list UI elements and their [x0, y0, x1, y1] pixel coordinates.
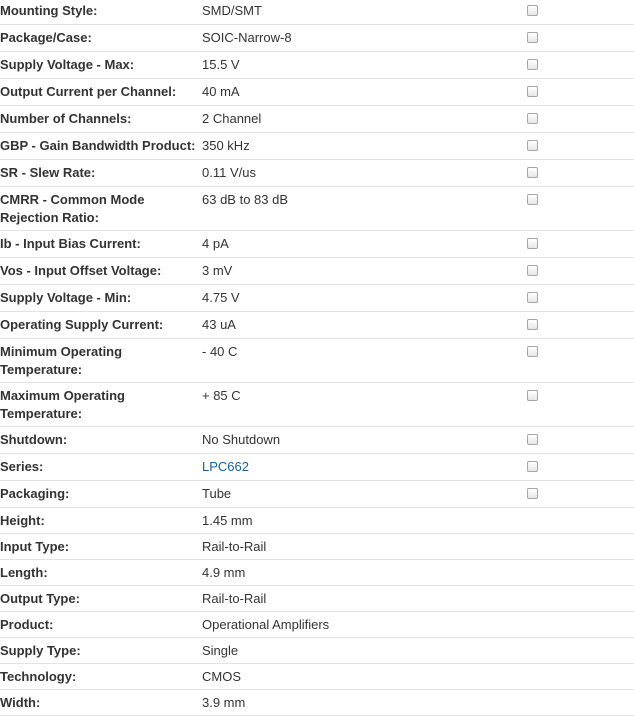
spec-row [0, 285, 634, 312]
spec-label: Supply Voltage - Min: [0, 285, 202, 312]
spec-row [0, 231, 634, 258]
spec-checkbox-cell [527, 187, 634, 231]
spec-label: GBP - Gain Bandwidth Product: [0, 133, 202, 160]
filter-checkbox[interactable] [527, 265, 538, 276]
spec-row [0, 427, 634, 454]
spec-row [0, 383, 634, 427]
spec-label: Output Current per Channel: [0, 79, 202, 106]
spec-checkbox-cell [527, 339, 634, 383]
spec-value: 15.5 V [202, 52, 527, 79]
filter-checkbox[interactable] [527, 59, 538, 70]
filter-checkbox[interactable] [527, 390, 538, 401]
spec-row [0, 258, 634, 285]
spec-row [0, 534, 634, 560]
spec-value: 63 dB to 83 dB [202, 187, 527, 231]
spec-row [0, 0, 634, 25]
spec-row [0, 560, 634, 586]
spec-row [0, 187, 634, 231]
spec-row [0, 638, 634, 664]
spec-label: Height: [0, 508, 202, 534]
filter-checkbox[interactable] [527, 319, 538, 330]
spec-label: Operating Supply Current: [0, 312, 202, 339]
spec-checkbox-cell [527, 312, 634, 339]
spec-row [0, 312, 634, 339]
spec-checkbox-cell [527, 160, 634, 187]
spec-label: SR - Slew Rate: [0, 160, 202, 187]
spec-value: CMOS [202, 664, 527, 690]
spec-label: Number of Channels: [0, 106, 202, 133]
spec-checkbox-cell [527, 285, 634, 312]
spec-value: Single [202, 638, 527, 664]
spec-value: 4.9 mm [202, 560, 527, 586]
filter-checkbox[interactable] [527, 238, 538, 249]
spec-row [0, 508, 634, 534]
spec-checkbox-cell [527, 612, 634, 638]
spec-row [0, 133, 634, 160]
spec-label: Product: [0, 612, 202, 638]
filter-checkbox[interactable] [527, 86, 538, 97]
spec-checkbox-cell [527, 231, 634, 258]
filter-checkbox[interactable] [527, 434, 538, 445]
spec-value: Rail-to-Rail [202, 586, 527, 612]
spec-value: + 85 C [202, 383, 527, 427]
spec-row [0, 25, 634, 52]
filter-checkbox[interactable] [527, 194, 538, 205]
spec-row [0, 106, 634, 133]
spec-value: 4 pA [202, 231, 527, 258]
spec-row [0, 160, 634, 187]
spec-checkbox-cell [527, 427, 634, 454]
filter-checkbox[interactable] [527, 488, 538, 499]
filter-checkbox[interactable] [527, 113, 538, 124]
spec-checkbox-cell [527, 638, 634, 664]
spec-checkbox-cell [527, 664, 634, 690]
spec-value [202, 454, 527, 481]
spec-value: 3.9 mm [202, 690, 527, 716]
spec-row [0, 690, 634, 716]
filter-checkbox[interactable] [527, 167, 538, 178]
spec-label: Length: [0, 560, 202, 586]
spec-value: 43 uA [202, 312, 527, 339]
spec-row [0, 586, 634, 612]
spec-checkbox-cell [527, 79, 634, 106]
spec-checkbox-cell [527, 586, 634, 612]
spec-value: 2 Channel [202, 106, 527, 133]
spec-checkbox-cell [527, 258, 634, 285]
spec-row [0, 454, 634, 481]
spec-checkbox-cell [527, 383, 634, 427]
spec-value: 1.45 mm [202, 508, 527, 534]
spec-label: Vos - Input Offset Voltage: [0, 258, 202, 285]
spec-checkbox-cell [527, 560, 634, 586]
spec-row [0, 79, 634, 106]
spec-value: Operational Amplifiers [202, 612, 527, 638]
spec-value: 4.75 V [202, 285, 527, 312]
spec-value: 0.11 V/us [202, 160, 527, 187]
spec-label: Series: [0, 454, 202, 481]
spec-value: 350 kHz [202, 133, 527, 160]
spec-value: Tube [202, 481, 527, 508]
spec-checkbox-cell [527, 106, 634, 133]
spec-row [0, 52, 634, 79]
spec-row [0, 664, 634, 690]
spec-label: Ib - Input Bias Current: [0, 231, 202, 258]
spec-label: Width: [0, 690, 202, 716]
spec-label: Maximum Operating Temperature: [0, 383, 202, 427]
spec-checkbox-cell [527, 534, 634, 560]
spec-label: Mounting Style: [0, 0, 202, 25]
spec-label: Packaging: [0, 481, 202, 508]
spec-value: - 40 C [202, 339, 527, 383]
spec-value: 3 mV [202, 258, 527, 285]
spec-value: No Shutdown [202, 427, 527, 454]
spec-checkbox-cell [527, 454, 634, 481]
spec-label: Minimum Operating Temperature: [0, 339, 202, 383]
spec-row [0, 339, 634, 383]
series-link[interactable]: LPC662 [202, 459, 249, 474]
spec-label: Technology: [0, 664, 202, 690]
spec-label: Output Type: [0, 586, 202, 612]
spec-value: SOIC-Narrow-8 [202, 25, 527, 52]
spec-value: 40 mA [202, 79, 527, 106]
spec-label: CMRR - Common Mode Rejection Ratio: [0, 187, 202, 231]
spec-row [0, 481, 634, 508]
filter-checkbox[interactable] [527, 346, 538, 357]
spec-checkbox-cell [527, 0, 634, 25]
spec-label: Supply Type: [0, 638, 202, 664]
spec-checkbox-cell [527, 25, 634, 52]
filter-checkbox[interactable] [527, 292, 538, 303]
spec-checkbox-cell [527, 52, 634, 79]
spec-value: SMD/SMT [202, 0, 527, 25]
spec-checkbox-cell [527, 133, 634, 160]
filter-checkbox[interactable] [527, 140, 538, 151]
filter-checkbox[interactable] [527, 461, 538, 472]
spec-label: Shutdown: [0, 427, 202, 454]
spec-row [0, 612, 634, 638]
spec-label: Input Type: [0, 534, 202, 560]
spec-checkbox-cell [527, 690, 634, 716]
spec-value: Rail-to-Rail [202, 534, 527, 560]
spec-checkbox-cell [527, 508, 634, 534]
filter-checkbox[interactable] [527, 5, 538, 16]
spec-label: Supply Voltage - Max: [0, 52, 202, 79]
spec-label: Package/Case: [0, 25, 202, 52]
filter-checkbox[interactable] [527, 32, 538, 43]
spec-checkbox-cell [527, 481, 634, 508]
